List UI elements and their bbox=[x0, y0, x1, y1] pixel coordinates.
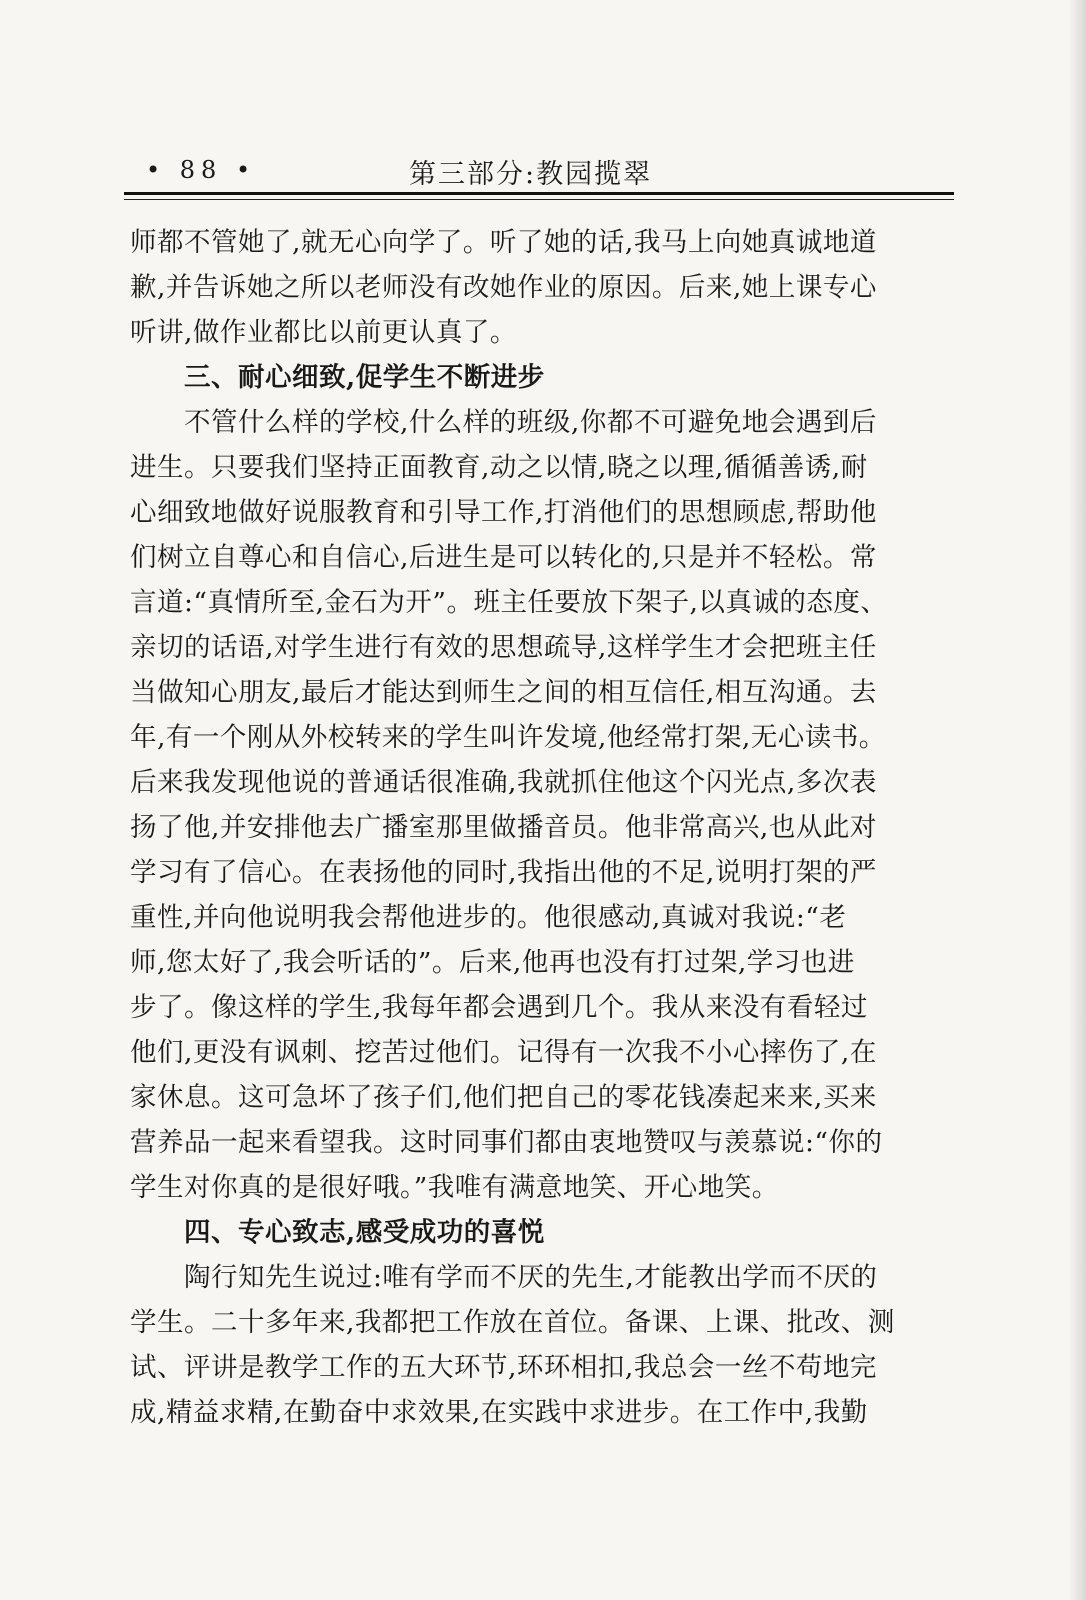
text-line: 学习有了信心。在表扬他的同时,我指出他的不足,说明打架的严 bbox=[130, 857, 877, 888]
text-line: 步了。像这样的学生,我每年都会遇到几个。我从来没有看轻过 bbox=[130, 992, 868, 1023]
text-line: 扬了他,并安排他去广播室那里做播音员。他非常高兴,也从此对 bbox=[130, 812, 877, 843]
text-line: 年,有一个刚从外校转来的学生叫许发境,他经常打架,无心读书。 bbox=[130, 722, 886, 753]
text-line: 进生。只要我们坚持正面教育,动之以情,晓之以理,循循善诱,耐 bbox=[130, 452, 868, 483]
text-line: 学生对你真的是很好哦。”我唯有满意地笑、开心地笑。 bbox=[130, 1172, 779, 1203]
text-line: 不管什么样的学校,什么样的班级,你都不可避免地会遇到后 bbox=[184, 407, 877, 438]
header-rule-thin bbox=[124, 199, 954, 200]
text-line: 重性,并向他说明我会帮他进步的。他很感动,真诚对我说:“老 bbox=[130, 902, 847, 933]
text-line: 歉,并告诉她之所以老师没有改她作业的原因。后来,她上课专心 bbox=[130, 272, 877, 303]
section-heading-4: 四、专心致志,感受成功的喜悦 bbox=[184, 1217, 545, 1248]
section-title: 第三部分:教园揽翠 bbox=[409, 159, 653, 190]
paragraph-1 bbox=[130, 220, 962, 355]
body-text bbox=[130, 220, 962, 1435]
text-line: 言道:“真情所至,金石为开”。班主任要放下架子,以真诚的态度、 bbox=[130, 587, 888, 618]
text-line: 他们,更没有讽刺、挖苦过他们。记得有一次我不小心摔伤了,在 bbox=[130, 1037, 877, 1068]
text-line: 试、评讲是教学工作的五大环节,环环相扣,我总会一丝不苟地完 bbox=[130, 1352, 877, 1383]
text-line: 们树立自尊心和自信心,后进生是可以转化的,只是并不轻松。常 bbox=[130, 542, 877, 573]
paragraph-3 bbox=[130, 1255, 962, 1435]
page-edge-shadow bbox=[1068, 0, 1086, 1600]
header-rule-thick bbox=[124, 192, 954, 195]
text-line: 师都不管她了,就无心向学了。听了她的话,我马上向她真诚地道 bbox=[130, 227, 877, 258]
text-line: 成,精益求精,在勤奋中求效果,在实践中求进步。在工作中,我勤 bbox=[130, 1397, 868, 1428]
text-line: 陶行知先生说过:唯有学而不厌的先生,才能教出学而不厌的 bbox=[184, 1262, 878, 1293]
text-line: 心细致地做好说服教育和引导工作,打消他们的思想顾虑,帮助他 bbox=[130, 497, 877, 528]
text-line: 学生。二十多年来,我都把工作放在首位。备课、上课、批改、测 bbox=[130, 1307, 895, 1338]
paragraph-2 bbox=[130, 400, 962, 1210]
text-line: 听讲,做作业都比以前更认真了。 bbox=[130, 317, 517, 348]
running-header bbox=[124, 150, 954, 190]
page-number: • 88 • bbox=[146, 156, 257, 184]
text-line: 当做知心朋友,最后才能达到师生之间的相互信任,相互沟通。去 bbox=[130, 677, 877, 708]
text-line: 营养品一起来看望我。这时同事们都由衷地赞叹与羡慕说:“你的 bbox=[130, 1127, 883, 1158]
text-line: 师,您太好了,我会听话的”。后来,他再也没有打过架,学习也进 bbox=[130, 947, 855, 978]
text-line: 家休息。这可急坏了孩子们,他们把自己的零花钱凑起来来,买来 bbox=[130, 1082, 877, 1113]
text-line: 亲切的话语,对学生进行有效的思想疏导,这样学生才会把班主任 bbox=[130, 632, 877, 663]
text-line: 后来我发现他说的普通话很准确,我就抓住他这个闪光点,多次表 bbox=[130, 767, 877, 798]
section-heading-3: 三、耐心细致,促学生不断进步 bbox=[184, 362, 545, 393]
